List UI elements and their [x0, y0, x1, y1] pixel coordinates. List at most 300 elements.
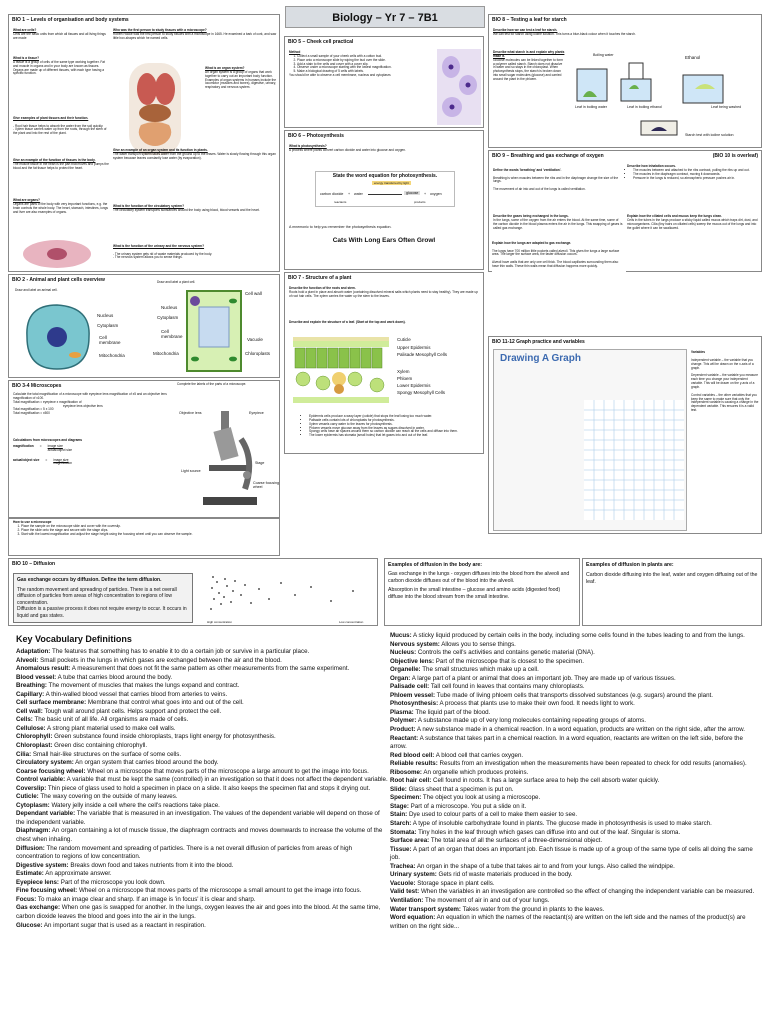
- vocab-entry: [16, 785, 388, 794]
- bio1-q8: What are organs?: [13, 198, 40, 202]
- vocab-entry: [390, 786, 760, 795]
- vocab-entry: [16, 733, 388, 742]
- plant-cell-label: Vacuole: [247, 337, 263, 342]
- bio8-panel: [488, 14, 762, 148]
- bio5-after: You should be able to observe a cell membrane, nucleus and cytoplasm.: [289, 73, 392, 78]
- bio1-q9: What is the function of the circulatory system?: [113, 204, 185, 208]
- starch-test-diagram: [571, 49, 757, 145]
- starch-label: Starch test with iodine solution: [685, 133, 734, 137]
- vocab-definition: Gets rid of waste materials produced in the body.: [438, 871, 573, 879]
- vocab-term: Capillary:: [16, 690, 45, 698]
- vocab-entry: [16, 725, 388, 734]
- leaf-label: Lower Epidermis: [397, 383, 431, 388]
- vocab-term: Stain:: [390, 811, 408, 819]
- graph-guide-title: Drawing A Graph: [500, 353, 581, 364]
- vocab-term: Vacuole:: [390, 879, 416, 887]
- vocab-entry: [16, 887, 388, 896]
- vocab-entry: [16, 742, 388, 751]
- bio1-a9: The circulatory system transports substances around the body using blood, blood vessels and the heart.: [113, 207, 260, 212]
- vocab-entry: [16, 862, 388, 871]
- bio9-q2: Describe how inhalation occurs.: [627, 164, 676, 168]
- bio5-step: 5. Make a biological drawing of 5 cells with labels.: [297, 70, 435, 74]
- plant-cell-label: Mitochondria: [153, 351, 179, 356]
- bio1-a8: Organs are parts of the body with very important functions, e.g. the brain controls the whole body. The heart, stomach, intestines, lungs and liver are also examples of organs.: [13, 201, 109, 214]
- bio8-heading: BIO 8 – Testing a leaf for starch: [492, 17, 567, 23]
- bio1-a5: - Root hair tissue helps to absorb the water from the soil quickly. - Xylem tissue carries water up from the roots, through the stem of the plant and into the rest of the plant.: [13, 123, 107, 136]
- word-equation-box: [315, 171, 455, 207]
- vocab-definition: The basic unit of all life. All organisms are made of cells.: [34, 716, 189, 724]
- bio1-a2: Robert Hooke was the first person to study tissues with a microscope in 1665. He examined a bark of cork, and saw little box-shapes which he named cells.: [113, 31, 277, 40]
- bio7-point: • Spongy cells have air spaces around them so carbon dioxide can reach all the cells and diffuse into them.: [309, 430, 481, 434]
- vocab-definition: Membrane that control what goes into and out of the cell.: [87, 699, 244, 707]
- vocab-term: Fine focusing wheel:: [16, 887, 78, 895]
- vocab-definition: An organ containing a lot of muscle tissue, the diaphragm contracts and moves downwards to increase the volume of the chest when inhaling.: [16, 827, 383, 844]
- bio34-f4: Total magnification = x500: [13, 411, 50, 416]
- microscope-label: Coarse focusing wheel: [253, 481, 279, 489]
- vocab-entry: [16, 879, 388, 888]
- leaf-label: Palisade Mesophyll Cells: [397, 352, 448, 357]
- eq-products: products: [414, 200, 426, 204]
- vocab-term: Product:: [390, 726, 416, 734]
- bio2-animal-q: Draw and label an animal cell.: [15, 288, 58, 292]
- leaf-label: Phloem: [397, 376, 413, 381]
- diffusion-diagram: [207, 573, 371, 619]
- bio7-a: Roots hold a plant in place and absorb water (containing dissolved mineral salts which plants need to stay healthy). They are made up of root hair cells. The xylem carries the water up the stem to the leaves.: [289, 289, 478, 298]
- bio9-a1: Breathing is when muscles between the ribs and in the diaphragm change the size of the lungs. The movement of air into and out of the lungs is called ventilation.: [493, 175, 619, 192]
- leaf-label: Xylem: [397, 369, 410, 374]
- vocab-entry: [390, 726, 760, 735]
- vocab-term: Water transport system:: [390, 905, 461, 913]
- vocab-definition: The features that something has to enable it to do a certain job or survive in a particular place.: [51, 648, 310, 655]
- vocab-definition: Green disc containing chlorophyll.: [54, 742, 148, 750]
- bio7-point: • Xylem vessels carry water to the leaves for photosynthesis.: [309, 423, 481, 427]
- vocab-entry: [390, 837, 760, 846]
- vocab-entry: [16, 768, 388, 777]
- vocab-term: Photosynthesis:: [390, 700, 439, 708]
- howto-step: 2. Place the slide onto the stage and secure with the stage clips.: [21, 529, 275, 533]
- vocab-definition: Dye used to colour parts of a cell to make them easier to see.: [408, 811, 578, 819]
- vocab-definition: A thin-walled blood vessel that carries blood from arteries to veins.: [45, 690, 228, 698]
- vocab-term: Coverslip:: [16, 784, 47, 792]
- vocab-definition: A variable that must be kept the same (controlled) in an investigation so that it does not affect the dependent variable.: [66, 776, 388, 784]
- vocab-entry: [16, 776, 388, 785]
- plant-cell-label: Nucleus: [161, 305, 178, 310]
- vocab-entry: [390, 735, 760, 752]
- vocab-definition: An equation in which the names of the reactant(s) are written on the left side and the names of the product(s) are written on the right side...: [390, 914, 746, 930]
- bio34-f1: Total magnification = eyepiece x magnification of: [13, 399, 82, 404]
- vocab-term: Estimate:: [16, 870, 44, 878]
- vocab-term: Valid test:: [390, 888, 420, 896]
- vocab-definition: Tall cell found in leaves that contains many chloroplasts.: [430, 683, 585, 691]
- bio1-a1: Cells are the basic units from which all tissues and all living things are made: [13, 31, 106, 40]
- plant-cell-label: Cytoplasm: [157, 315, 179, 320]
- bio5-method: Method: [289, 50, 301, 54]
- vocab-term: Word equation:: [390, 914, 436, 922]
- bio7-panel: [284, 272, 484, 454]
- vocab-definition: An important sugar that is used as a reactant in respiration.: [43, 921, 206, 929]
- eq-plus2: +: [424, 192, 427, 196]
- bio1-q3: What is a tissue?: [13, 56, 40, 60]
- vocab-definition: The liquid part of the blood.: [415, 708, 491, 716]
- bio7-point: • Epidermis cells produce a waxy layer (cuticle) that stops the leaf losing too much water.: [309, 415, 481, 419]
- vocab-term: Adaptation:: [16, 648, 51, 655]
- howto-panel: [8, 518, 280, 556]
- vocab-entry: [16, 657, 388, 666]
- vocab-entry: [16, 793, 388, 802]
- bio34-f3: Total magnification = 5 x 100: [13, 407, 54, 412]
- vocab-term: Starch:: [390, 820, 412, 828]
- bio7-heading: BIO 7 - Structure of a plant: [288, 275, 352, 281]
- vocab-left-column: [16, 648, 388, 930]
- vocab-definition: Cell found in roots. It has a large surface area to help the cell absorb water quickly.: [433, 777, 660, 785]
- animal-cell-label: Mitochondria: [99, 353, 125, 358]
- starch-label: Leaf in boiling water: [575, 105, 607, 109]
- vocab-term: Chloroplast:: [16, 742, 53, 750]
- eq-p1: glucose: [406, 191, 419, 195]
- bio34-f2: eyepiece lens objective lens: [63, 403, 103, 408]
- vocab-entry: [390, 700, 760, 709]
- vocab-entry: [390, 760, 760, 769]
- vocab-term: Surface area:: [390, 837, 430, 845]
- vocab-entry: [16, 759, 388, 768]
- vocab-term: Nervous system:: [390, 640, 440, 648]
- vocab-term: Diaphragm:: [16, 827, 51, 835]
- vocab-term: Polymer:: [390, 717, 417, 725]
- vocab-term: Anomalous result:: [16, 665, 71, 673]
- plant-cell-diagram: [185, 289, 243, 373]
- vocab-definition: A part of an organ that does an important job. Each tissue is made up of a group of the same type of cells all doing the same job.: [390, 845, 753, 862]
- vocab-definition: A measurement that does not fit the same pattern as other measurements from the same experiment.: [71, 665, 350, 673]
- starch-label: Leaf in boiling ethanol: [627, 105, 662, 109]
- bio1-q7: Give an example of the function of tissues in the body.: [13, 158, 96, 162]
- bio1-q2: Who was the first person to study tissues with a microscope?: [113, 28, 207, 32]
- diffusion-plants-panel: [582, 558, 762, 626]
- bio34-panel: BIO 3-4 Microscopes Calculate the total magnification of a microscope with eyepiece lens magnification of x5 and an objective lens magnification of x100. Total magnification = eyepiece x magnification of eyepiece lens objective lens Total magnification = 5 x 100 Total magnification = x500 Calculations from microscopes and diagrams magnification = image size actual/object size actual/object size = image size magnification Complete the labels of the parts of a microscope. Objective lens Eyepiece Stage Light source Coarse focusing wheel: [8, 380, 280, 518]
- vocab-term: Phloem vessel:: [390, 691, 436, 699]
- bio1-q1: What are cells?: [13, 28, 37, 32]
- microscope-label: Objective lens: [179, 411, 202, 415]
- bio1-panel: [8, 14, 280, 272]
- vocab-term: Slide:: [390, 785, 407, 793]
- vocab-term: Urinary system:: [390, 871, 437, 879]
- dependent-variable: Dependent variable – the variable you measure each time you change your independent variable. This will be drawn on the y-axis of a graph.: [691, 373, 758, 389]
- vocab-entry: [390, 666, 760, 675]
- vocab-entry: [390, 820, 760, 829]
- vocab-definition: A new substance made in a chemical reaction. In a word equation, products are written on the right side, after the arrow.: [416, 726, 745, 734]
- vocab-entry: [16, 708, 388, 717]
- vocab-term: Cell surface membrane:: [16, 699, 87, 707]
- vocab-entry: [390, 880, 760, 889]
- bio7-point: • The lower epidermis has stomata (small holes) that let gases into and out of the leaf.: [309, 434, 481, 438]
- vocab-definition: The waxy covering on the outside of many leaves.: [40, 793, 178, 801]
- vocab-term: Tissue:: [390, 845, 412, 853]
- bio9-q3: Describe the gases being exchanged in the lungs.: [493, 214, 569, 218]
- vocab-term: Root hair cell:: [390, 777, 432, 785]
- bio1-a4: An organ system is a group of organs that work together to carry out an important body function. Examples of organ systems in humans include the locomotor (muscles and bones), digestive, urinary, respiratory and nervous system.: [205, 69, 277, 90]
- starch-label: Boiling water: [593, 53, 614, 57]
- high-concentration-label: High concentration: [207, 620, 233, 624]
- bio1-q5: Give examples of plant tissues and their function.: [13, 115, 89, 120]
- bio9-q5: Explain how the lungs are adapted to gas exchange.: [492, 240, 572, 245]
- vocab-term: Dependant variable:: [16, 810, 76, 818]
- vocab-term: Diffusion:: [16, 844, 45, 852]
- bio6-panel: [284, 130, 484, 270]
- bio1-a10: - The urinary system gets rid of waste materials produced by the body. - The nervous system allows you to sense things.: [113, 251, 213, 260]
- vocab-entry: [16, 922, 388, 931]
- vocab-entry: [390, 906, 760, 915]
- bio9-note: (BIO 10 is overleaf): [712, 153, 758, 159]
- bio10-heading: BIO 10 – Diffusion: [12, 561, 56, 567]
- vocab-definition: The random movement and spreading of particles. There is a net overall diffusion of particles from areas of high concentration to regions of low concentration.: [16, 844, 353, 861]
- vocab-entry: [390, 829, 760, 838]
- vocab-definition: Controls the cell's activities and contains genetic material (DNA).: [417, 649, 595, 657]
- vocab-term: Red blood cell:: [390, 751, 435, 759]
- vocab-entry: [16, 845, 388, 862]
- vocab-definition: Part of the microscope you look down.: [60, 878, 166, 886]
- vocab-right-column: [390, 632, 760, 931]
- vocab-term: Cilia:: [16, 750, 32, 758]
- cheek-cell-image: [437, 49, 481, 125]
- howto-step: 1. Place the sample on the microscope slide and cover with the coverslip.: [21, 525, 275, 529]
- vocab-term: Control variable:: [16, 776, 66, 784]
- vocab-term: Specimen:: [390, 794, 422, 802]
- vocab-definition: Small pockets in the lungs in which gases are exchanged between the air and the blood.: [40, 656, 282, 664]
- vocab-entry: [16, 810, 388, 827]
- body-diffusion-a1: Gas exchange in the lungs - oxygen diffuses into the blood from the alveoli and carbon dioxide diffuses out of the blood into the alveoli.: [388, 570, 570, 584]
- vocab-definition: When the variables in an investigation are controlled so the effect of changing the independent variable can be measured.: [420, 888, 755, 896]
- vocab-definition: Glass sheet that a specimen is put on.: [408, 785, 514, 793]
- microscope-label: Eyepiece: [249, 411, 264, 415]
- bio9-lungs: [492, 238, 626, 273]
- vocab-term: Cell wall:: [16, 707, 43, 715]
- vocab-definition: Storage space in plant cells.: [417, 879, 495, 887]
- bio9-point: • The muscles in the diaphragm contract, moving it downwards.: [633, 173, 759, 177]
- bio5-step: 4. Observe under a microscope starting with the lowest magnification.: [297, 66, 435, 70]
- mag-label: magnification: [13, 443, 34, 448]
- vocab-heading: Key Vocabulary Definitions: [16, 634, 132, 644]
- vocab-definition: A sticky liquid produced by certain cells in the body, including some cells found in the tubes leading to and from the lungs.: [413, 632, 745, 639]
- vocab-entry: [390, 777, 760, 786]
- vocab-definition: Part of a microscope. You put a slide on it.: [410, 802, 527, 810]
- bio2-heading: BIO 2 - Animal and plant cells overview: [12, 277, 105, 283]
- vocab-entry: [390, 632, 760, 641]
- vocab-term: Stomata:: [390, 828, 417, 836]
- leaf-section-diagram: [293, 333, 389, 409]
- vocab-term: Focus:: [16, 895, 37, 903]
- leaf-label: Upper Epidermis: [397, 345, 431, 350]
- vocab-entry: [16, 751, 388, 760]
- vocab-entry: [16, 904, 388, 921]
- bio6-heading: BIO 6 – Photosynthesis: [288, 133, 344, 139]
- actual-label: actual/object size: [13, 457, 40, 462]
- vocab-definition: Wheel on a microscope that moves parts of the microscope a large amount to get the image into focus.: [87, 767, 369, 775]
- vocab-definition: A tube that carries blood around the body.: [57, 673, 173, 681]
- animal-cell-diagram: [17, 297, 97, 375]
- bio6-q: What is photosynthesis?: [289, 144, 327, 148]
- tissue-image: [17, 237, 97, 271]
- bio8-a: We can test for starch using iodine solution. This turns a blue-black colour when it touches the starch.: [493, 31, 636, 36]
- eq-p2: oxygen: [430, 192, 442, 196]
- vocab-definition: A blood cell that carries oxygen.: [435, 751, 524, 759]
- vocab-term: Cuticle:: [16, 793, 39, 801]
- vocab-term: Ribosome:: [390, 768, 422, 776]
- vocab-term: Trachea:: [390, 862, 416, 870]
- vocab-definition: A strong plant material used to make cell walls.: [46, 724, 176, 732]
- vocab-definition: A type of insoluble carbohydrate found in plants. The glucose made in photosynthesis is used to make starch.: [412, 820, 712, 828]
- vocab-entry: [390, 863, 760, 872]
- plant-diffusion-q: Examples of diffusion in plants are:: [586, 562, 674, 568]
- bio6-a: A process where plants convert carbon dioxide and water into glucose and oxygen.: [289, 147, 406, 152]
- vocab-entry: [16, 716, 388, 725]
- vocab-entry: [16, 682, 388, 691]
- bio9-q4: Explain how the ciliated cells and mucus keep the lungs clean.: [627, 214, 722, 218]
- bio5-heading: BIO 5 – Cheek cell practical: [288, 39, 354, 45]
- bio5-panel: [284, 36, 484, 128]
- organs-illustration: [109, 59, 201, 157]
- microscope-label: Light source: [181, 469, 201, 473]
- vocab-definition: Part of the microscope that is closest to the specimen.: [435, 657, 584, 665]
- variables-heading: Variables: [691, 350, 705, 354]
- page-title: Biology – Yr 7 – 7B1: [285, 6, 485, 28]
- bio9-a4: Cells in the tubes in the lungs produce a sticky liquid called mucus which traps dirt, dust, and microorganisms. Cilia (tiny hairs on ciliated cells) sweep the mucus out of the lungs and into the gullet where it can be swallowed.: [627, 217, 758, 230]
- bio9-a3: In the lungs, some of the oxygen from the air enters the blood. At the same time, some of the carbon dioxide in the blood plasma enters the air in the lungs. This swapping of gases is called gas exchange.: [493, 217, 623, 230]
- bio5-step: 1. Collect a small sample of your cheek cells with a cotton bud.: [297, 55, 435, 59]
- vocab-entry: [390, 641, 760, 650]
- vocab-entry: [390, 888, 760, 897]
- bio10-panel: [8, 558, 378, 626]
- eq-r1: carbon dioxide: [320, 192, 344, 196]
- vocab-entry: [390, 709, 760, 718]
- body-diffusion-a2: Absorption in the small intestine – glucose and amino acids (digested food) diffuse into the blood stream from the small intestine.: [388, 587, 561, 600]
- vocab-definition: The variable that is measured in an investigation. The values of the dependent variable will depend on those of the independent variable.: [16, 810, 380, 826]
- vocab-definition: Thin piece of glass used to hold a specimen in place on a slide. It also keeps the specimen flat and stops it drying out.: [47, 784, 371, 792]
- bio9-q1: Define the words 'breathing' and 'ventilation'.: [493, 167, 562, 172]
- animal-cell-label: Cytoplasm: [97, 323, 119, 328]
- vocab-term: Organelle:: [390, 666, 421, 674]
- vocab-definition: The movement of muscles that makes the lungs expand and contract.: [48, 682, 240, 690]
- vocab-term: Reactant:: [390, 734, 419, 742]
- bio10-a2: Diffusion is a passive process it does not require energy to occur. It occurs in liquid and gas states.: [17, 606, 187, 619]
- eq-energy: energy transferred by light: [374, 181, 409, 185]
- vocab-definition: Watery jelly inside a cell where the cell's reactions take place.: [51, 801, 220, 809]
- vocab-definition: Small hair-like structures on the surface of some cells.: [32, 750, 182, 758]
- vocab-definition: Results from an investigation when the measurements have been repeated to check for odd results (anomalies).: [439, 760, 747, 768]
- vocab-entry: [16, 665, 388, 674]
- bio1-a7: The muscle tissue in the heart is the part that moves and pumps the blood and the fat tissue helps to protect the heart.: [13, 161, 109, 170]
- animal-cell-label: Nucleus: [97, 313, 114, 318]
- body-diffusion-q: Examples of diffusion in the body are:: [388, 562, 482, 568]
- bio2-panel: [8, 274, 280, 378]
- bio9-point: • Pressure in the lungs is reduced, so atmospheric pressure pushes air in.: [633, 177, 759, 181]
- bio7-point: • Palisade cells contain lots of chloroplasts for photosynthesis.: [309, 419, 481, 423]
- bio8-q: Describe how we can test a leaf for starch.: [493, 28, 558, 32]
- vocab-entry: [390, 794, 760, 803]
- vocab-definition: A substance that takes part in a chemical reaction. In a word equation, reactants are written on the left side, before the arrow.: [390, 734, 743, 751]
- graph-guide: [493, 349, 687, 531]
- vocab-definition: An approximate answer.: [45, 870, 112, 878]
- bio9-a5: The lungs have 700 million little pockets called alveoli. This gives the lungs a large surface area. The larger the surface area, the faster diffusion occurs. Alveoli have walls that are only one cell thick. The blood capillaries surrounding them also have thin walls. These thin walls mean that diffusion happens more quickly.: [492, 248, 620, 268]
- bio1112-heading: BIO 11-12 Graph practice and variables: [492, 339, 585, 345]
- bio10-a1: The random movement and spreading of particles. There is a net overall diffusion of particles from areas of high concentration to regions of low concentration.: [17, 586, 177, 606]
- vocab-term: Reliable results:: [390, 760, 438, 768]
- vocab-entry: [16, 674, 388, 683]
- vocab-panel: [8, 630, 762, 1022]
- vocab-definition: To make an image clear and sharp. If an image is 'in focus' it is clear and sharp.: [37, 895, 256, 903]
- vocab-term: Circulatory system:: [16, 759, 74, 767]
- vocab-term: Cells:: [16, 716, 33, 724]
- bio1-a3: A tissue is a group of cells of the same type working together. Fat and muscle in organs and in your body are known as tissues. Organs are made up of different tissues, with each type having a specific function.: [13, 59, 105, 76]
- vocab-term: Cytoplasm:: [16, 801, 50, 809]
- bio2-plant-q: Draw and label a plant cell.: [157, 280, 196, 284]
- bio1-q10: What is the function of the urinary and the nervous system?: [113, 243, 205, 248]
- leaf-label: Cuticle: [397, 337, 411, 342]
- vocab-entry: [390, 649, 760, 658]
- control-variables: Control variables – the other variables that you keep the same to make sure that only the independent variable is causing a change in the dependent variable. This ensures it is a valid test.: [691, 392, 759, 413]
- vocab-definition: Green substance found inside chloroplasts, traps light energy for photosynthesis.: [54, 733, 276, 741]
- vocab-definition: Allows you to sense things.: [441, 640, 516, 648]
- vocab-term: Breathing:: [16, 682, 47, 690]
- plant-cell-label: Cell membrane: [161, 329, 183, 339]
- bio34-calc2: Calculations from microscopes and diagrams: [13, 438, 83, 442]
- vocab-term: Organ:: [390, 674, 411, 682]
- vocab-definition: Tiny holes in the leaf through which gases can diffuse into and out of the leaf. Singular is stoma.: [418, 828, 681, 836]
- vocab-entry: [16, 896, 388, 905]
- vocab-entry: [16, 691, 388, 700]
- vocab-definition: Tough wall around plant cells. Helps support and protect the cell.: [44, 707, 222, 715]
- low-concentration-label: Low concentration: [339, 620, 364, 624]
- independent-variable: Independent variable – the variable that you change. This will be drawn on the x-axis of a graph.: [691, 357, 754, 370]
- graph-grid: [584, 400, 684, 520]
- bio8-q2: Describe what starch is and explain why plants make it.: [493, 50, 565, 58]
- vocab-term: Eyepiece lens:: [16, 878, 59, 886]
- bio7-q2: Describe and explain the structure of a leaf. (Start at the top and work down).: [289, 320, 406, 324]
- plant-cell-label: Cell wall: [245, 291, 262, 296]
- eq-plus1: +: [348, 192, 351, 196]
- bio8-a2: Glucose molecules can be linked together to form a polymer called starch. Starch does not dissolve in water and so stays in the chloroplast. When photosynthesis stops, the starch is broken down into small sugar molecules (glucose) and carried around the plant in the phloem.: [493, 57, 563, 81]
- vocab-entry: [390, 683, 760, 692]
- vocab-entry: [390, 914, 760, 931]
- vocab-term: Palisade cell:: [390, 683, 430, 691]
- vocab-definition: An organ system that carries blood around the body.: [75, 759, 219, 767]
- howto-q: How to use a microscope: [13, 520, 52, 524]
- vocab-definition: An organ in the shape of a tube that takes air to and from your lungs. Also called the windpipe.: [416, 862, 675, 870]
- microscope-diagram: [193, 409, 263, 509]
- bio1112-panel: [488, 336, 762, 534]
- vocab-entry: [390, 717, 760, 726]
- eq-arrow: [368, 194, 402, 195]
- bio9-heading: BIO 9 – Breathing and gas exchange of oxygen: [492, 153, 604, 159]
- diffusion-body-panel: [384, 558, 580, 626]
- vocab-definition: The movement of air in and out of your lungs.: [424, 896, 550, 904]
- microscope-label: Stage: [255, 461, 265, 465]
- bio6-eq-title: State the word equation for photosynthesis.: [332, 173, 438, 179]
- vocab-entry: [16, 802, 388, 811]
- vocab-entry: [390, 752, 760, 761]
- vocab-entry: [16, 648, 388, 657]
- bio34-diag-q: Complete the labels of the parts of a microscope.: [177, 382, 247, 386]
- vocab-definition: The total area of all the surfaces of a three-dimensional object.: [430, 837, 603, 845]
- vocab-definition: A process that plants use to make their own food. It needs light to work.: [439, 700, 635, 708]
- vocab-entry: [390, 769, 760, 778]
- vocab-entry: [390, 811, 760, 820]
- vocab-term: Alveoli:: [16, 656, 39, 664]
- vocab-entry: [16, 827, 388, 844]
- eq-reactants: reactants: [334, 200, 347, 204]
- vocab-entry: [390, 846, 760, 863]
- bio6-mnemonic-q: A mnemonic to help you remember the photosynthesis equation.: [289, 225, 392, 229]
- bio34-heading: BIO 3-4 Microscopes: [12, 383, 62, 389]
- vocab-entry: [390, 897, 760, 906]
